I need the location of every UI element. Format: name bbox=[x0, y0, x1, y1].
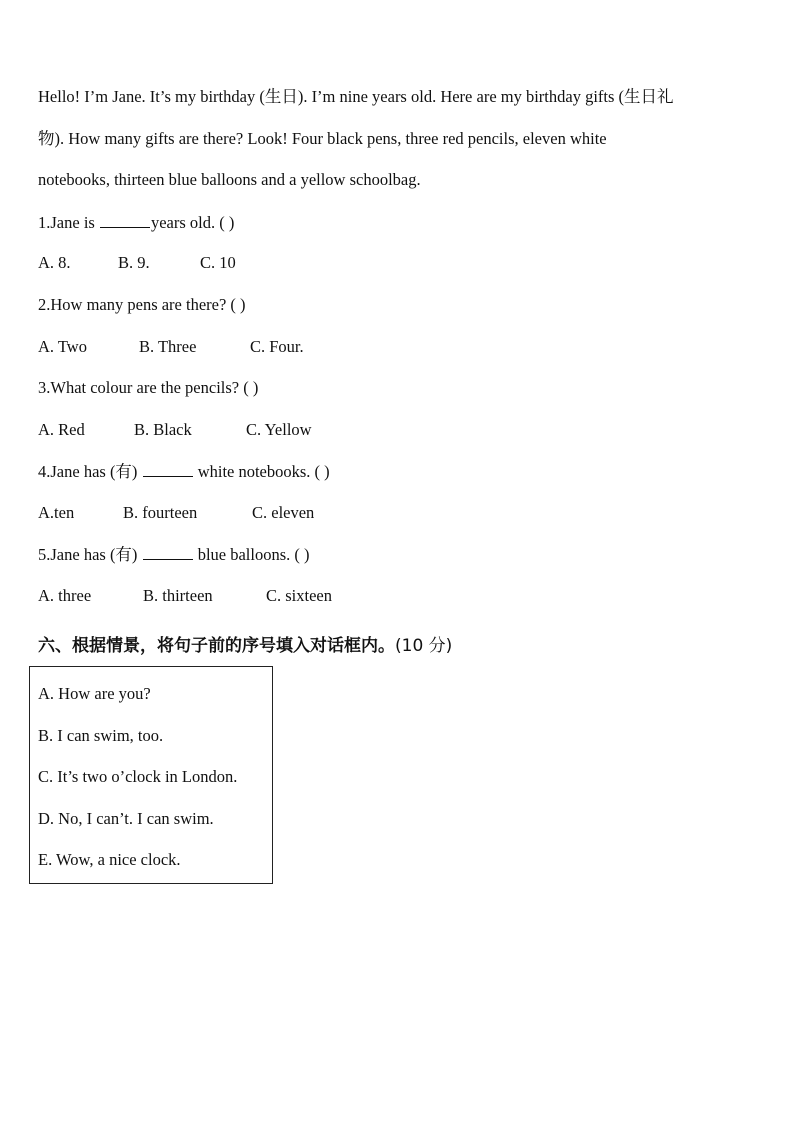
answer-blank[interactable] bbox=[100, 211, 150, 228]
option-b: B. fourteen bbox=[123, 503, 198, 522]
question-1 bbox=[38, 211, 234, 234]
section-6-score: (10 分) bbox=[395, 636, 453, 656]
question-3 bbox=[38, 377, 258, 399]
passage-line-3: notebooks, thirteen blue balloons and a yellow schoolbag. bbox=[38, 170, 421, 189]
sentence-option-a: A. How are you? bbox=[38, 684, 151, 703]
option-b: B. 9. bbox=[118, 253, 150, 272]
question-4-text-pre: 4.Jane has (有) bbox=[38, 462, 142, 481]
sentence-box bbox=[29, 666, 273, 884]
option-c: C. sixteen bbox=[266, 586, 332, 605]
option-c: C. eleven bbox=[252, 503, 315, 522]
question-5-options bbox=[38, 585, 332, 607]
sentence-option-e: E. Wow, a nice clock. bbox=[38, 850, 181, 869]
question-2-options bbox=[38, 336, 304, 358]
option-a: A. three bbox=[38, 586, 92, 605]
option-b: B. Black bbox=[134, 420, 192, 439]
question-4-text-post: white notebooks. ( ) bbox=[193, 462, 330, 481]
question-5-text-pre: 5.Jane has (有) bbox=[38, 545, 142, 564]
question-2-text: 2.How many pens are there? ( ) bbox=[38, 295, 246, 314]
option-a: A. 8. bbox=[38, 253, 71, 272]
answer-blank[interactable] bbox=[143, 460, 193, 477]
question-5 bbox=[38, 543, 310, 566]
question-5-text-post: blue balloons. ( ) bbox=[193, 545, 310, 564]
question-1-text-post: years old. ( ) bbox=[150, 213, 235, 232]
sentence-option-b: B. I can swim, too. bbox=[38, 726, 164, 745]
answer-blank[interactable] bbox=[143, 543, 193, 560]
option-b: B. Three bbox=[139, 337, 197, 356]
option-a: A. Two bbox=[38, 337, 87, 356]
section-6-title: 六、根据情景，将句子前的序号填入对话框内。 bbox=[38, 636, 395, 656]
question-3-text: 3.What colour are the pencils? ( ) bbox=[38, 378, 259, 397]
option-c: C. 10 bbox=[200, 253, 236, 272]
sentence-option-c: C. It’s two o’clock in London. bbox=[38, 767, 238, 786]
question-1-text-pre: 1.Jane is bbox=[38, 213, 99, 232]
question-4-options bbox=[38, 502, 314, 524]
option-a: A.ten bbox=[38, 503, 75, 522]
option-b: B. thirteen bbox=[143, 586, 213, 605]
question-3-options bbox=[38, 419, 312, 441]
question-1-options bbox=[38, 252, 236, 274]
option-c: C. Four. bbox=[250, 337, 304, 356]
passage-line-1: Hello! I’m Jane. It’s my birthday (生日). I’m nine years old. Here are my birthday gifts (生日礼 bbox=[38, 87, 674, 106]
question-4 bbox=[38, 460, 330, 483]
section-6-heading bbox=[38, 634, 452, 658]
passage-line-2: 物). How many gifts are there? Look! Four black pens, three red pencils, eleven white bbox=[38, 129, 607, 148]
option-a: A. Red bbox=[38, 420, 85, 439]
sentence-option-d: D. No, I can’t. I can swim. bbox=[38, 809, 214, 828]
question-2 bbox=[38, 294, 246, 316]
option-c: C. Yellow bbox=[246, 420, 312, 439]
